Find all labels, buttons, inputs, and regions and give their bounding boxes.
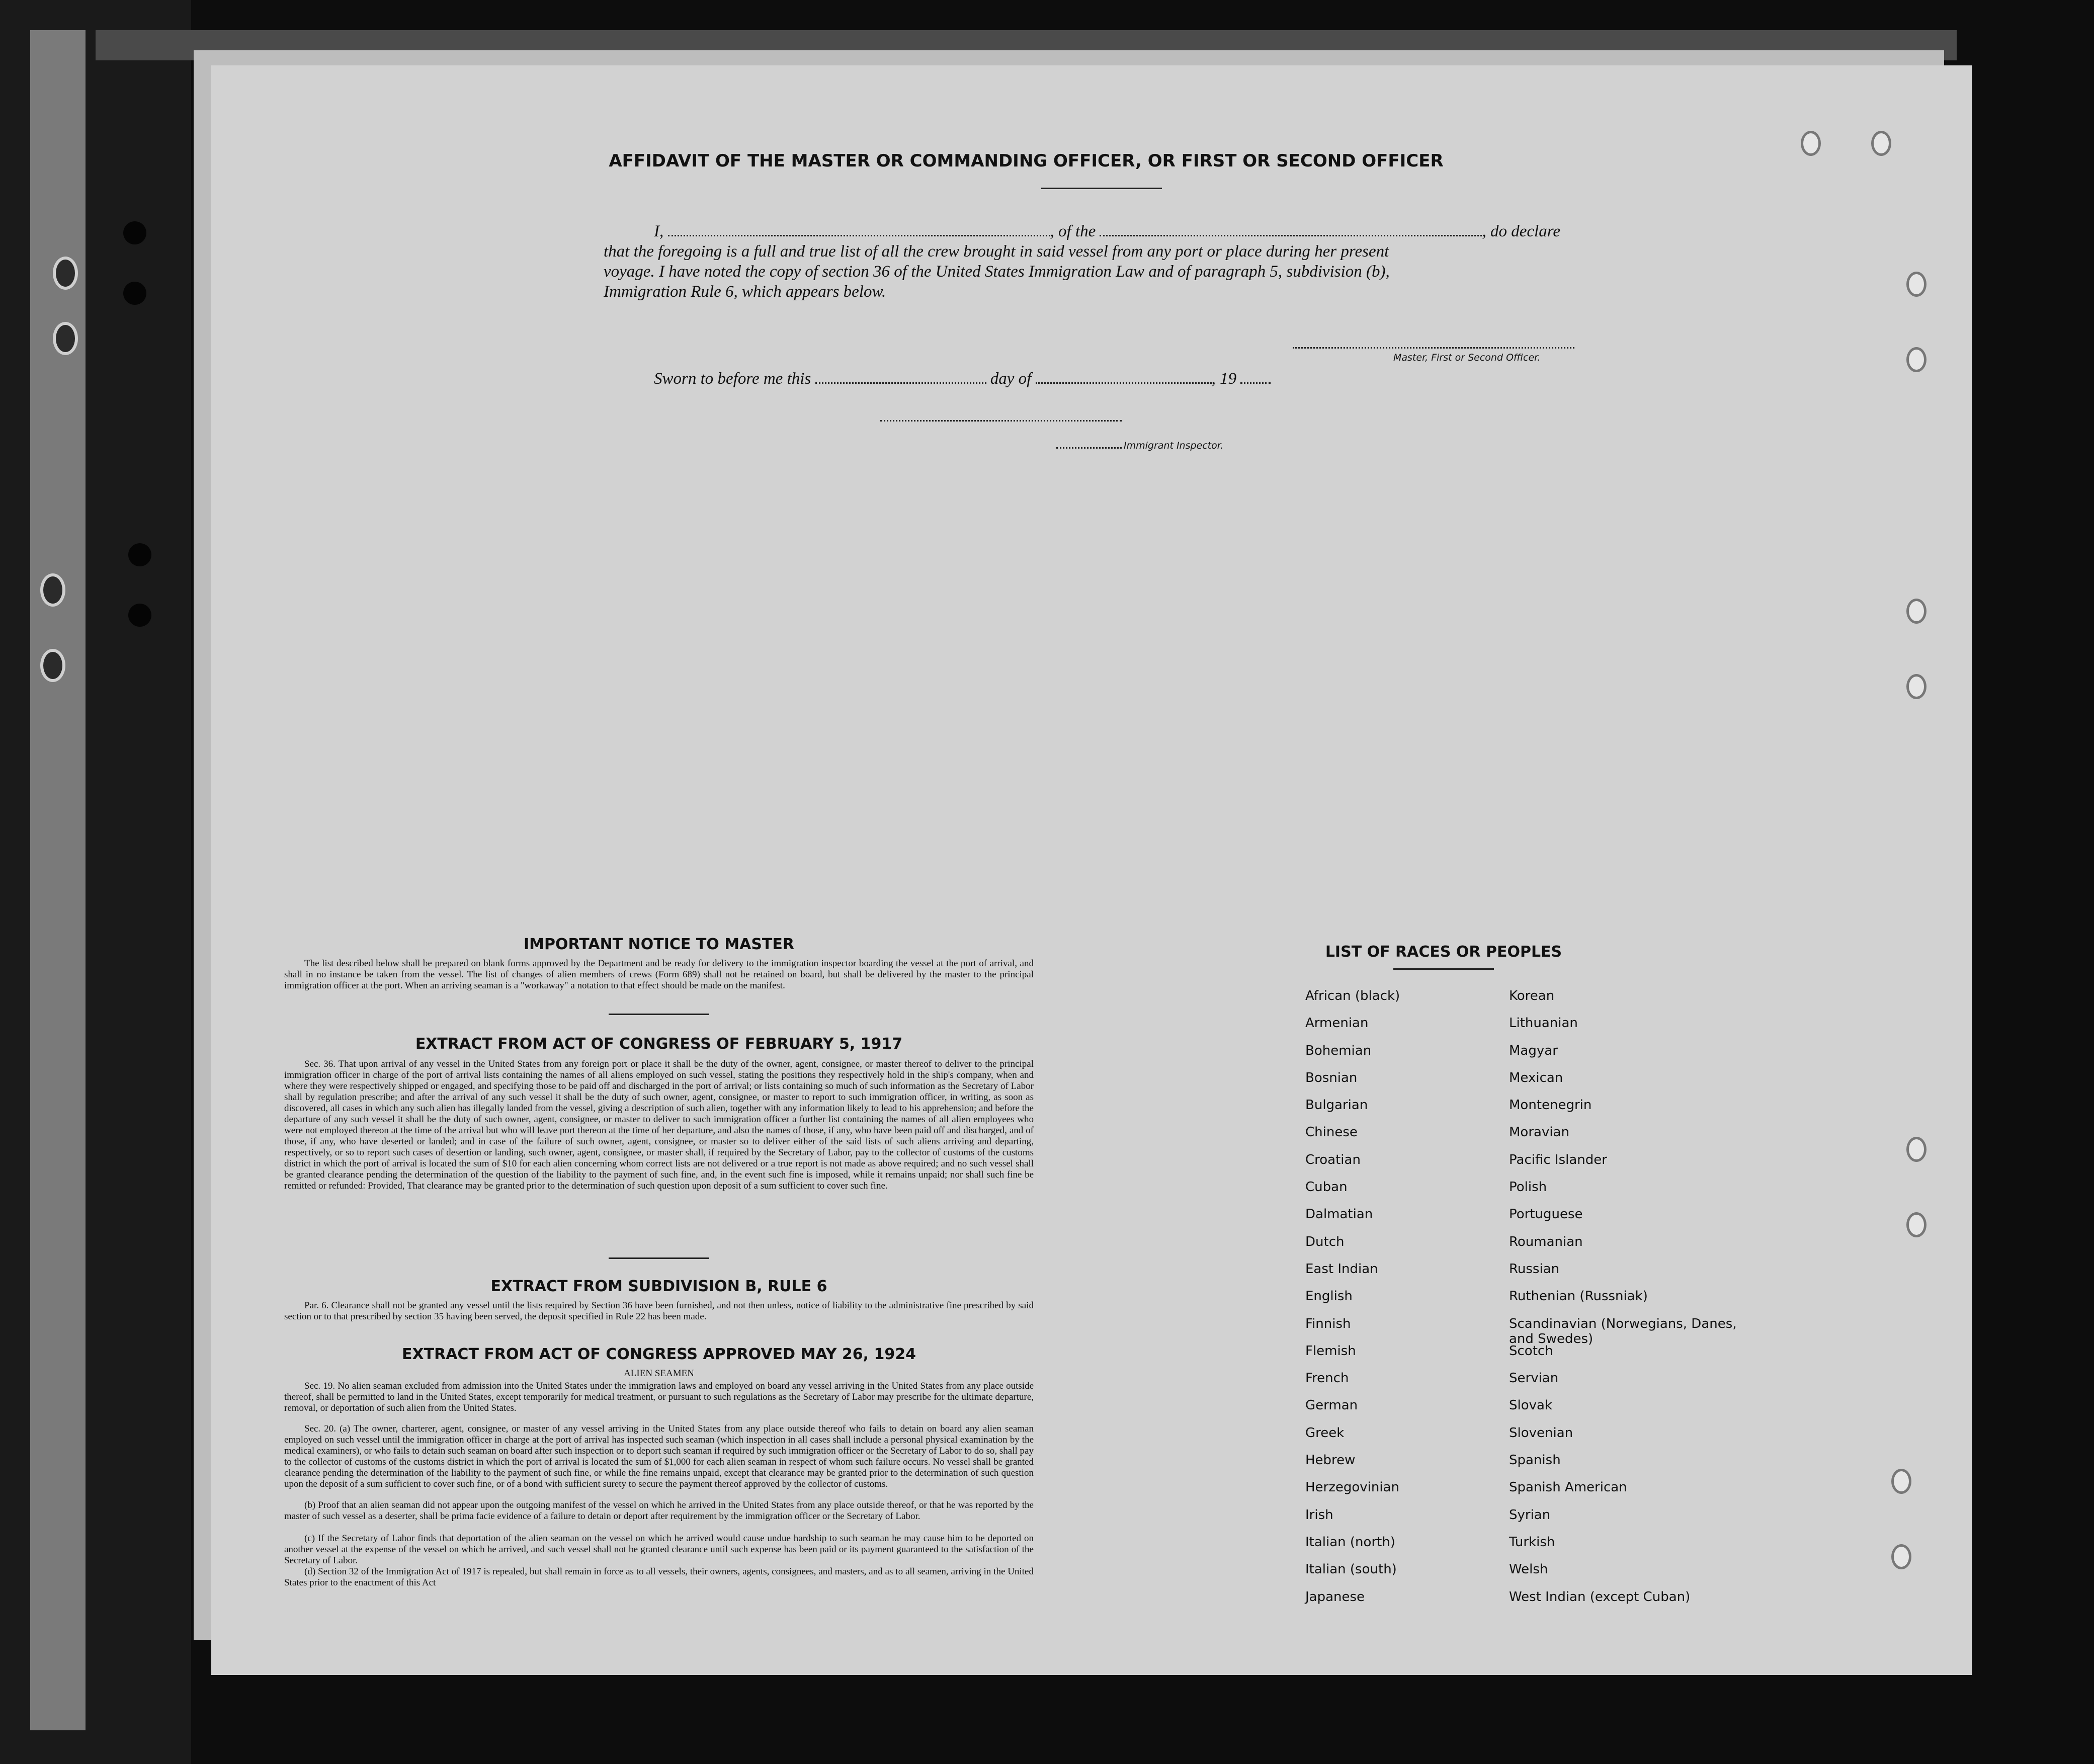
race-item: East Indian bbox=[1305, 1261, 1378, 1277]
affidavit-line-4: Immigration Rule 6, which appears below. bbox=[604, 283, 886, 301]
section-rule bbox=[609, 1257, 709, 1259]
punch-hole bbox=[1801, 131, 1821, 156]
race-item: Italian (south) bbox=[1305, 1562, 1397, 1577]
race-item: Croatian bbox=[1305, 1152, 1361, 1167]
race-item: Chinese bbox=[1305, 1125, 1358, 1140]
inspector-signature-blank[interactable] bbox=[880, 420, 1122, 422]
affidavit-line-1: I, , of the , do declare bbox=[654, 222, 1560, 240]
binder-rivet bbox=[128, 543, 151, 566]
punch-hole bbox=[1906, 1137, 1927, 1162]
affidavit-title: AFFIDAVIT OF THE MASTER OR COMMANDING OFFICER, OR FIRST OR SECOND OFFICER bbox=[609, 151, 1444, 171]
race-item: Ruthenian (Russniak) bbox=[1509, 1289, 1648, 1304]
race-item: Slovak bbox=[1509, 1398, 1553, 1413]
document-page bbox=[211, 65, 1972, 1675]
race-item: Bohemian bbox=[1305, 1043, 1372, 1058]
race-item: Scotch bbox=[1509, 1343, 1553, 1359]
sworn-day-blank[interactable] bbox=[815, 382, 986, 384]
race-item: Syrian bbox=[1509, 1507, 1551, 1523]
race-item: Flemish bbox=[1305, 1343, 1356, 1359]
race-item: Herzegovinian bbox=[1305, 1480, 1400, 1495]
races-rule bbox=[1393, 968, 1494, 970]
binder-hole bbox=[40, 573, 65, 607]
races-left-column bbox=[1305, 988, 1496, 1617]
race-item: Pacific Islander bbox=[1509, 1152, 1607, 1167]
race-item: Slovenian bbox=[1509, 1425, 1573, 1441]
race-item: Italian (north) bbox=[1305, 1534, 1395, 1550]
race-item: Hebrew bbox=[1305, 1453, 1356, 1468]
races-title: LIST OF RACES OR PEOPLES bbox=[1325, 943, 1562, 961]
race-item: Cuban bbox=[1305, 1180, 1348, 1195]
race-item: Montenegrin bbox=[1509, 1098, 1592, 1113]
race-item: Servian bbox=[1509, 1371, 1559, 1386]
punch-hole bbox=[1906, 1212, 1927, 1237]
punch-hole bbox=[1906, 272, 1927, 297]
affidavit-line-2: that the foregoing is a full and true list of all the crew brought in said vessel from any port or place during her present bbox=[604, 242, 1389, 261]
race-item: Polish bbox=[1509, 1180, 1547, 1195]
race-item: Dalmatian bbox=[1305, 1207, 1373, 1222]
inspector-line bbox=[1056, 440, 1223, 451]
race-item: Bosnian bbox=[1305, 1070, 1358, 1085]
races-right-column bbox=[1509, 988, 1740, 1617]
punch-hole bbox=[1906, 599, 1927, 624]
race-item: Magyar bbox=[1509, 1043, 1558, 1058]
punch-hole bbox=[1906, 674, 1927, 699]
race-item: Spanish American bbox=[1509, 1480, 1627, 1495]
extract-1917-body: Sec. 36. That upon arrival of any vessel in the United States from any foreign port or place it shall be the duty of the owner, agent, consignee, or master thereof to deliver to the principal immigration officer in charge of the port of arrival lists containing the names of all aliens employed on such vessel, stating the positions they respectively hold in the ship's company, when and where they were respectively shipped or engaged, and specifying those to be paid off and discharged in the port of arrival; or lists containing so much of such information as the Secretary of Labor shall by regulation prescribe; and after the arrival of any such vessel it shall be the duty of such owner, agent, consignee, or master to report to such immigration officer, in writing, as soon as discovered, all cases in which any such alien has illegally landed from the vessel, giving a description of such alien, together with any information likely to lead to his apprehension; and before the departure of any such vessel it shall be the duty of such owner, agent, consignee, or master to deliver to such immigration officer a further list containing the names of all alien employees who were not employed thereon at the time of the arrival but who will leave port thereon at the time of her departure, and also the names of those, if any, who have been paid off and discharged, and of those, if any, who have deserted or landed; and in case of the failure of such owner, agent, consignee, or master so to deliver either of the said lists of such aliens arriving and departing, respectively, or so to report such cases of desertion or landing, such owner, agent, consignee, or master shall, if required by the Secretary of Labor, pay to the collector of customs of the customs district in which the port of arrival is located the sum of $10 for each alien concerning whom correct lists are not delivered or a true report is not made as above required; and no such vessel shall be granted clearance pending the determination of the question of the liability to the payment of such fine, and, in the event such fine is imposed, while it remains unpaid; nor shall such fine be remitted or refunded: Provided, That clearance may be granted prior to the determination of such question upon deposit of a sum sufficient to cover such fine. bbox=[284, 1059, 1034, 1191]
punch-hole bbox=[1871, 131, 1891, 156]
extract-1924-sec20d: (d) Section 32 of the Immigration Act of 1917 is repealed, but shall remain in force as to all vessels, their owners, agents, consignees, and masters, and as to all seamen, arriving in the United States prior to the enactment of this Act bbox=[284, 1566, 1034, 1588]
race-item: Mexican bbox=[1509, 1070, 1563, 1085]
race-item: Moravian bbox=[1509, 1125, 1569, 1140]
sworn-line: Sworn to before me this day of , 19 bbox=[654, 370, 1358, 388]
race-item: Bulgarian bbox=[1305, 1098, 1368, 1113]
punch-hole bbox=[1906, 347, 1927, 372]
punch-hole bbox=[1891, 1469, 1911, 1494]
race-item: French bbox=[1305, 1371, 1349, 1386]
race-item: Armenian bbox=[1305, 1016, 1369, 1031]
name-blank[interactable] bbox=[668, 235, 1050, 236]
binder-rivet bbox=[128, 604, 151, 627]
signature-blank[interactable] bbox=[1293, 347, 1574, 349]
race-item: English bbox=[1305, 1289, 1353, 1304]
race-item: Spanish bbox=[1509, 1453, 1561, 1468]
race-item: Finnish bbox=[1305, 1316, 1351, 1331]
notice-body: The list described below shall be prepared on blank forms approved by the Department and be ready for delivery to the immigration inspector boarding the vessel at the port of arrival, and shall in no instance be taken from the vessel. The list of changes of alien members of crews (Form 689) shall not be retained on board, but shall be delivered by the master to the principal immigration officer at the port. When an arriving seaman is a "workaway" a notation to that effect should be made on the manifest. bbox=[284, 958, 1034, 991]
race-item: Turkish bbox=[1509, 1534, 1555, 1550]
race-item: West Indian (except Cuban) bbox=[1509, 1589, 1691, 1605]
section-rule bbox=[609, 1014, 709, 1015]
notice-title: IMPORTANT NOTICE TO MASTER bbox=[524, 936, 794, 953]
binder-hole bbox=[53, 322, 78, 355]
binder-hole bbox=[40, 649, 65, 682]
race-item: Welsh bbox=[1509, 1562, 1548, 1577]
binder-rivet bbox=[123, 282, 146, 305]
extract-1924-subtitle: ALIEN SEAMEN bbox=[624, 1368, 694, 1379]
signature-label: Master, First or Second Officer. bbox=[1393, 352, 1541, 363]
race-item: Scandinavian (Norwegians, Danes, and Swedes) bbox=[1509, 1316, 1737, 1347]
binder-edge bbox=[0, 0, 191, 1764]
extract-1924-sec20b: (b) Proof that an alien seaman did not appear upon the outgoing manifest of the vessel on which he arrived in the United States from any place outside thereof, or that he was reported by the master of such vessel as a deserter, shall be prima facie evidence of a failure to detain or deport after requirement by the immigration officer or the Secretary of Labor. bbox=[284, 1500, 1034, 1522]
race-item: Portuguese bbox=[1509, 1207, 1583, 1222]
binder-hole bbox=[53, 257, 78, 290]
vessel-blank[interactable] bbox=[1100, 235, 1482, 236]
inspector-label: Immigrant Inspector. bbox=[1124, 440, 1223, 451]
race-item: Japanese bbox=[1305, 1589, 1365, 1605]
affidavit-line-3: voyage. I have noted the copy of section 36 of the United States Immigration Law and of paragraph 5, subdivision (b), bbox=[604, 263, 1390, 281]
race-item: Lithuanian bbox=[1509, 1016, 1578, 1031]
title-rule bbox=[1041, 188, 1162, 189]
punch-hole bbox=[1891, 1544, 1911, 1569]
sworn-year-blank[interactable] bbox=[1240, 382, 1271, 384]
race-item: Irish bbox=[1305, 1507, 1333, 1523]
race-item: Greek bbox=[1305, 1425, 1345, 1441]
sworn-month-blank[interactable] bbox=[1036, 382, 1212, 384]
extract-1917-title: EXTRACT FROM ACT OF CONGRESS OF FEBRUARY 5, 1917 bbox=[415, 1035, 903, 1053]
race-item: Roumanian bbox=[1509, 1234, 1583, 1249]
race-item: African (black) bbox=[1305, 988, 1400, 1003]
extract-1924-sec20a: Sec. 20. (a) The owner, charterer, agent, consignee, or master of any vessel arriving in the United States from any place outside thereof who fails to detain on board any alien seaman employed on such vessel until the immigration officer in charge at the port of arrival has inspected such seaman (which inspection in all cases shall include a personal physical examination by the medical examiners), or who fails to detain such seaman on board after such inspection or to deport such seaman if required by such immigration officer or the Secretary of Labor to do so, shall pay to the collector of customs of the customs district in which the port of arrival is located the sum of $1,000 for each alien seaman in respect of whom such failure occurs. No vessel shall be granted clearance pending the determination of the liability to the payment of such fine, or while the fine remains unpaid, except that clearance may be granted prior to the determination of such question upon the deposit of a sum sufficient to cover such fine, or of a bond with sufficient surety to secure the payment thereof approved by the collector of customs. bbox=[284, 1423, 1034, 1489]
race-item: German bbox=[1305, 1398, 1358, 1413]
extract-1924-title: EXTRACT FROM ACT OF CONGRESS APPROVED MAY 26, 1924 bbox=[402, 1346, 916, 1363]
race-item: Korean bbox=[1509, 988, 1555, 1003]
extract-1924-sec20c: (c) If the Secretary of Labor finds that deportation of the alien seaman on the vessel on which he arrived would cause undue hardship to such seaman he may cause him to be deported on another vessel at the expense of the vessel on which he arrived, and such vessel shall not be granted clearance until such expense has been paid or its payment guaranteed to the satisfaction of the Secretary of Labor. bbox=[284, 1533, 1034, 1566]
binder-rivet bbox=[123, 221, 146, 244]
extract-1924-sec19: Sec. 19. No alien seaman excluded from admission into the United States under the immigration laws and employed on board any vessel arriving in the United States from any place outside thereof, shall be permitted to land in the United States, except temporarily for medical treatment, or pursuant to such regulations as the Secretary of Labor may prescribe for the ultimate departure, removal, or deportation of such alien from the United States. bbox=[284, 1381, 1034, 1413]
race-item: Dutch bbox=[1305, 1234, 1345, 1249]
race-item: Russian bbox=[1509, 1261, 1560, 1277]
subdivision-title: EXTRACT FROM SUBDIVISION B, RULE 6 bbox=[490, 1278, 827, 1295]
subdivision-body: Par. 6. Clearance shall not be granted any vessel until the lists required by Section 36 have been furnished, and not then unless, notice of liability to the administrative fine prescribed by said section or to that prescribed by section 35 having been served, the deposit specified in Rule 22 has been made. bbox=[284, 1300, 1034, 1322]
